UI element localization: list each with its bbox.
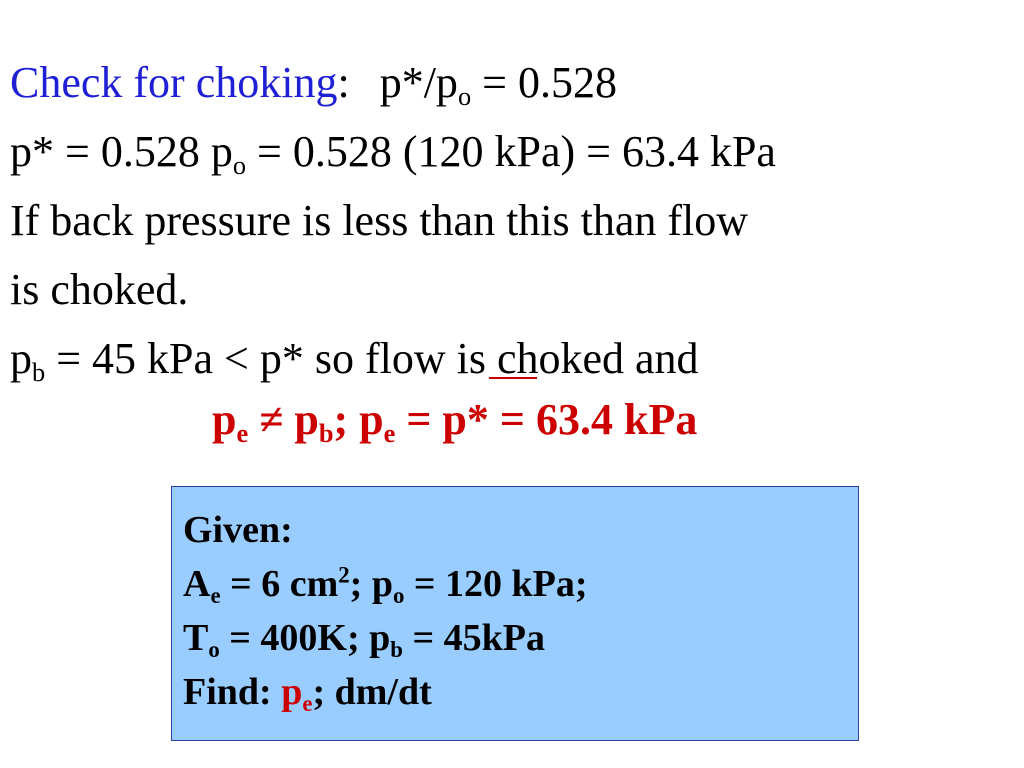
pb-line <box>10 324 1015 393</box>
choking-check-line <box>10 48 1015 117</box>
to-a: T <box>183 617 209 659</box>
pb-p: p <box>10 334 32 383</box>
result-pe1-sub: e <box>236 417 249 448</box>
ae-c: ; p <box>349 563 393 605</box>
ratio-value: = 0.528 <box>471 58 617 107</box>
find-label: Find: <box>183 671 282 713</box>
ratio-p: p*/p <box>379 58 458 107</box>
po-sub: o <box>392 582 405 608</box>
choking-label: Check for choking <box>10 58 338 107</box>
ae-b: = 6 cm <box>220 563 339 605</box>
result-line <box>10 385 1015 454</box>
result-pb-sub: b <box>318 417 334 448</box>
pstar-line <box>10 117 1015 186</box>
result-pe2-sub: e <box>383 417 396 448</box>
pstar-sub: o <box>232 149 247 180</box>
to-sub: o <box>208 636 220 662</box>
given-heading: Given: <box>183 509 293 551</box>
result-tail: = p* = 63.4 kPa <box>395 395 698 444</box>
to-c: = 45kPa <box>402 617 545 659</box>
given-to-line <box>183 611 858 665</box>
pb-rest-b: oked and <box>538 334 699 383</box>
pstar-part-a: p* = 0.528 p <box>10 127 233 176</box>
result-semi: ; p <box>333 395 384 444</box>
slide-body <box>10 48 1015 454</box>
back-pressure-line: If back pressure is less than this than flow <box>10 196 749 245</box>
pstar-part-b: = 0.528 (120 kPa) = 63.4 kPa <box>246 127 776 176</box>
choking-colon: : <box>337 58 350 107</box>
find-sub: e <box>302 690 313 716</box>
given-ae-line <box>183 557 858 611</box>
given-pb-sub: b <box>390 636 403 662</box>
find-p: p <box>281 671 303 713</box>
ae-sup: 2 <box>338 562 350 588</box>
ae-d: = 120 kPa; <box>404 563 588 605</box>
ch-underlined: ch <box>496 334 539 383</box>
ratio-sub: o <box>457 80 472 111</box>
is-choked-line: is choked. <box>10 265 189 314</box>
result-pe1: p <box>212 395 237 444</box>
pb-sub: b <box>32 356 46 387</box>
result-neq: ≠ p <box>248 395 319 444</box>
given-box <box>171 486 859 741</box>
find-rest: ; dm/dt <box>312 671 432 713</box>
ae-sub: e <box>210 582 221 608</box>
ae-a: A <box>183 563 211 605</box>
given-find-line <box>183 665 858 719</box>
to-b: = 400K; p <box>219 617 391 659</box>
pb-rest-a: = 45 kPa < p* so flow is <box>45 334 497 383</box>
